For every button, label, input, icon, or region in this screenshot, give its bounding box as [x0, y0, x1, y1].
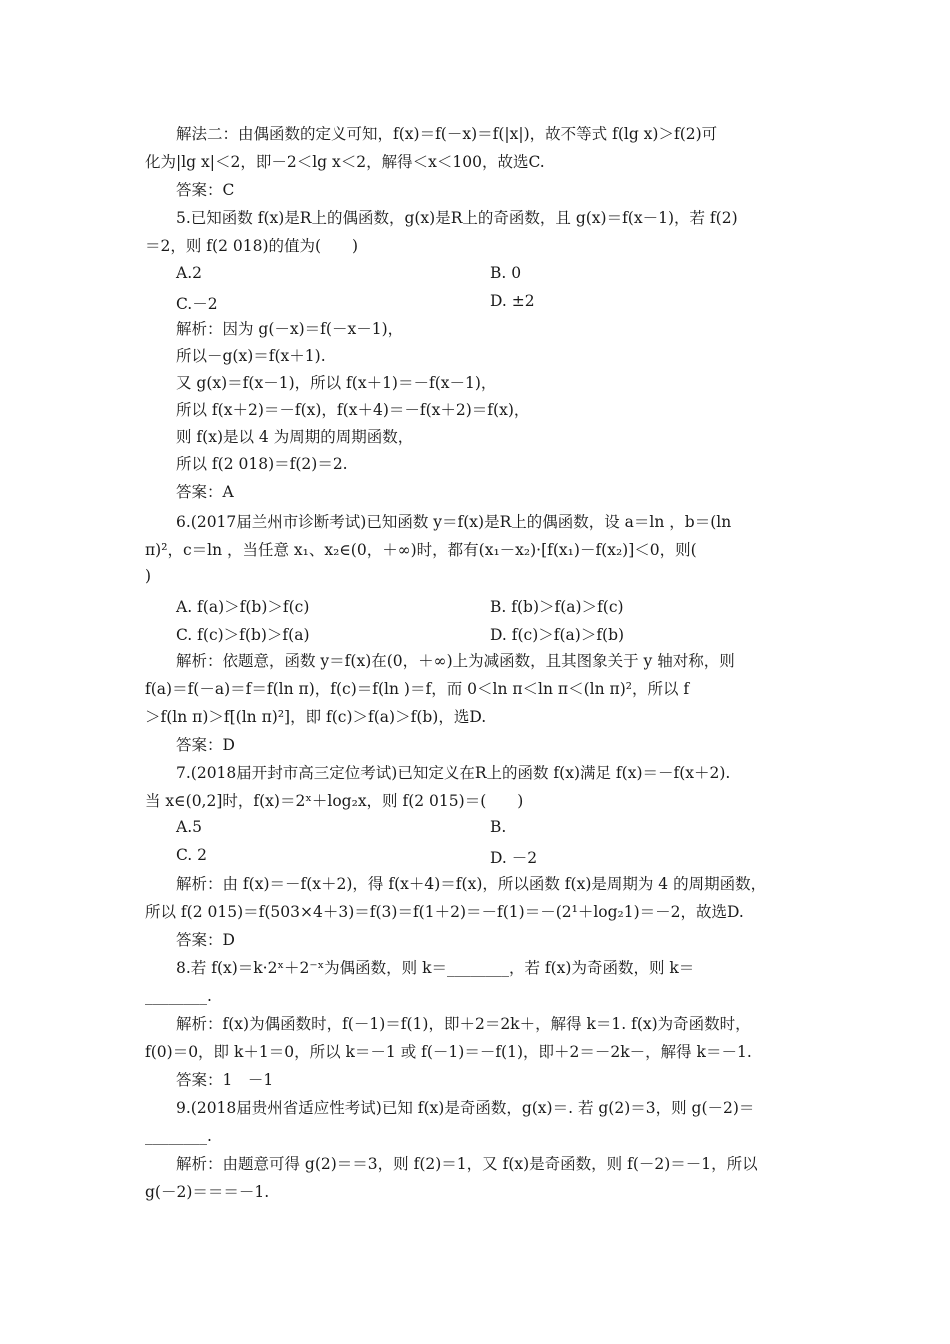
text-line: 解析：f(x)为偶函数时，f(－1)＝f(1)，即＋2＝2k＋，解得 k＝1. f(x)为奇函数时，	[176, 1015, 751, 1033]
text-line: g(－2)＝＝＝－1.	[145, 1183, 270, 1201]
text-line: 解法二：由偶函数的定义可知，f(x)＝f(－x)＝f(|x|)，故不等式 f(lg x)＞f(2)可	[176, 125, 718, 143]
answer-line: 答案：A	[176, 483, 234, 501]
text-line: )	[145, 567, 152, 585]
text-line: ＝2，则 f(2 018)的值为( )	[145, 237, 359, 255]
text-line: 所以－g(x)＝f(x＋1).	[176, 347, 326, 365]
text-line: 解析：由 f(x)＝－f(x＋2)，得 f(x＋4)＝f(x)，所以函数 f(x)是周期为 4 的周期函数，	[176, 875, 767, 893]
choice-b: B. f(b)＞f(a)＞f(c)	[490, 598, 624, 616]
choice-a: A.5	[176, 818, 202, 836]
choice-b: B.	[490, 818, 507, 836]
text-line: ________.	[145, 1127, 212, 1145]
choice-d: D. f(c)＞f(a)＞f(b)	[490, 626, 625, 644]
text-line: 解析：因为 g(－x)＝f(－x－1)，	[176, 320, 404, 338]
choice-c: C.－2	[176, 295, 218, 313]
answer-line: 答案：D	[176, 736, 235, 754]
choice-b: B. 0	[490, 264, 522, 282]
text-line: 所以 f(x＋2)＝－f(x)，f(x＋4)＝－f(x＋2)＝f(x)，	[176, 401, 530, 419]
text-line: f(a)＝f(－a)＝f＝f(ln π)，f(c)＝f(ln )＝f，而 0＜ln π＜ln π＜(ln π)²，所以 f	[145, 680, 690, 698]
question-6: 6.(2017届兰州市诊断考试)已知函数 y＝f(x)是R上的偶函数，设 a＝ln ，b＝(ln	[176, 513, 732, 531]
choice-a: A.2	[176, 264, 202, 282]
text-line: f(0)＝0，即 k＋1＝0，所以 k＝－1 或 f(－1)＝－f(1)，即＋2＝－2k－，解得 k＝－1.	[145, 1043, 752, 1061]
text-line: 所以 f(2 018)＝f(2)＝2.	[176, 455, 348, 473]
text-line: 则 f(x)是以 4 为周期的周期函数，	[176, 428, 414, 446]
choice-c: C. 2	[176, 846, 208, 864]
question-7: 7.(2018届开封市高三定位考试)已知定义在R上的函数 f(x)满足 f(x)＝－f(x＋2).	[176, 764, 731, 782]
answer-line: 答案：C	[176, 181, 235, 199]
text-line: 又 g(x)＝f(x－1)，所以 f(x＋1)＝－f(x－1)，	[176, 374, 497, 392]
text-line: 当 x∈(0,2]时，f(x)＝2ˣ＋log₂x，则 f(2 015)＝( )	[145, 792, 524, 810]
choice-d: D. －2	[490, 849, 538, 867]
question-8: 8.若 f(x)＝k·2ˣ＋2⁻ˣ为偶函数，则 k＝________，若 f(x)为奇函数，则 k＝	[176, 959, 695, 977]
choice-a: A. f(a)＞f(b)＞f(c)	[176, 598, 310, 616]
text-line: 所以 f(2 015)＝f(503×4＋3)＝f(3)＝f(1＋2)＝－f(1)＝－(2¹＋log₂1)＝－2，故选D.	[145, 903, 744, 921]
text-line: 解析：依题意，函数 y＝f(x)在(0，＋∞)上为减函数，且其图象关于 y 轴对称，则	[176, 652, 735, 670]
text-line: π)²，c＝ln ，当任意 x₁、x₂∈(0，＋∞)时，都有(x₁－x₂)·[f(x₁)－f(x₂)]＜0，则(	[145, 541, 697, 559]
answer-line: 答案：D	[176, 931, 235, 949]
text-line: ＞f(ln π)＞f[(ln π)²]，即 f(c)＞f(a)＞f(b)，选D.	[145, 708, 487, 726]
text-line: 解析：由题意可得 g(2)＝＝3，则 f(2)＝1，又 f(x)是奇函数，则 f(－2)＝－1，所以	[176, 1155, 758, 1173]
text-line: ________.	[145, 987, 212, 1005]
question-9: 9.(2018届贵州省适应性考试)已知 f(x)是奇函数，g(x)＝. 若 g(2)＝3，则 g(－2)＝	[176, 1099, 755, 1117]
answer-line: 答案：1 －1	[176, 1071, 274, 1089]
text-line: 化为|lg x|＜2，即－2＜lg x＜2，解得＜x＜100，故选C.	[145, 153, 545, 171]
choice-d: D. ±2	[490, 292, 535, 310]
question-5: 5.已知函数 f(x)是R上的偶函数，g(x)是R上的奇函数，且 g(x)＝f(x－1)，若 f(2)	[176, 209, 738, 227]
choice-c: C. f(c)＞f(b)＞f(a)	[176, 626, 310, 644]
